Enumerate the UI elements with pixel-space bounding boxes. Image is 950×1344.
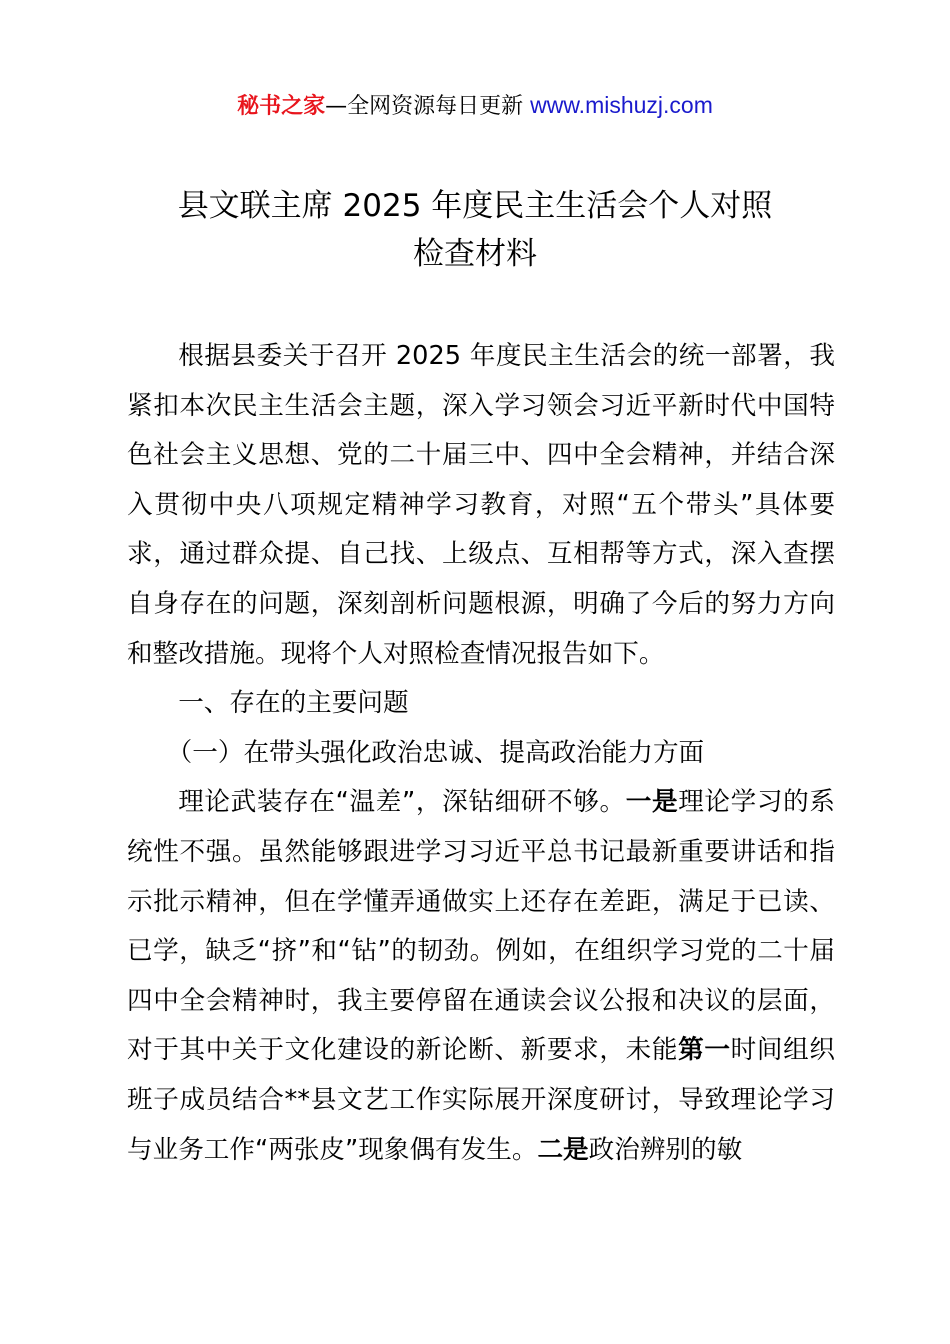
site-url-link[interactable]: www.mishuzj.com xyxy=(530,92,713,118)
site-header xyxy=(0,88,950,124)
document-body xyxy=(127,332,835,1175)
section-heading: 一、存在的主要问题 xyxy=(178,688,409,719)
title-line-2: 检查材料 xyxy=(413,236,537,272)
header-slogan: —全网资源每日更新 xyxy=(325,94,524,119)
intro-paragraph: 根据县委关于召开 2025 年度民主生活会的统一部署，我紧扣本次民主生活会主题，深入学习领会习近平新时代中国特色社会主义思想、党的二十届三中、四中全会精神，并结合深入贯彻中央八项规定精神学习教育，对照“五个带头”具体要求，通过群众提、自己找、上级点、互相帮等方式，深入查摆自身存在的问题，深刻剖析问题根源，明确了今后的努力方向和整改措施。现将个人对照检查情况报告如下。 xyxy=(127,341,835,669)
paragraph-text-3: 政治辨别的敏 xyxy=(588,1134,743,1165)
paragraph-text-2: 时间组织班子成员结合**县文艺工作实际展开深度研讨，导致理论学习与业务工作“两张皮”现象偶有发生。 xyxy=(127,1035,835,1165)
bold-marker-2: 第一 xyxy=(678,1035,731,1066)
bold-marker-3: 二是 xyxy=(537,1134,589,1165)
paragraph-text-1: 理论学习的系统性不强。虽然能够跟进学习习近平总书记最新重要讲话和指示批示精神，但在学懂弄通做实上还存在差距，满足于已读、已学，缺乏“挤”和“钻”的韧劲。例如，在组织学习党的二十届四中全会精神时，我主要停留在通读会议公报和决议的层面，对于其中关于文化建设的新论断、新要求，未能 xyxy=(127,787,835,1066)
document-title xyxy=(100,182,850,278)
bold-marker-1: 一是 xyxy=(625,787,679,818)
body-paragraph xyxy=(127,778,835,1175)
subsection-heading: （一）在带头强化政治忠诚、提高政治能力方面 xyxy=(166,737,705,768)
title-line-1: 县文联主席 2025 年度民主生活会个人对照 xyxy=(177,188,773,224)
paragraph-lead: 理论武装存在“温差”，深钻细研不够。 xyxy=(178,787,626,818)
brand-name: 秘书之家 xyxy=(237,94,326,119)
